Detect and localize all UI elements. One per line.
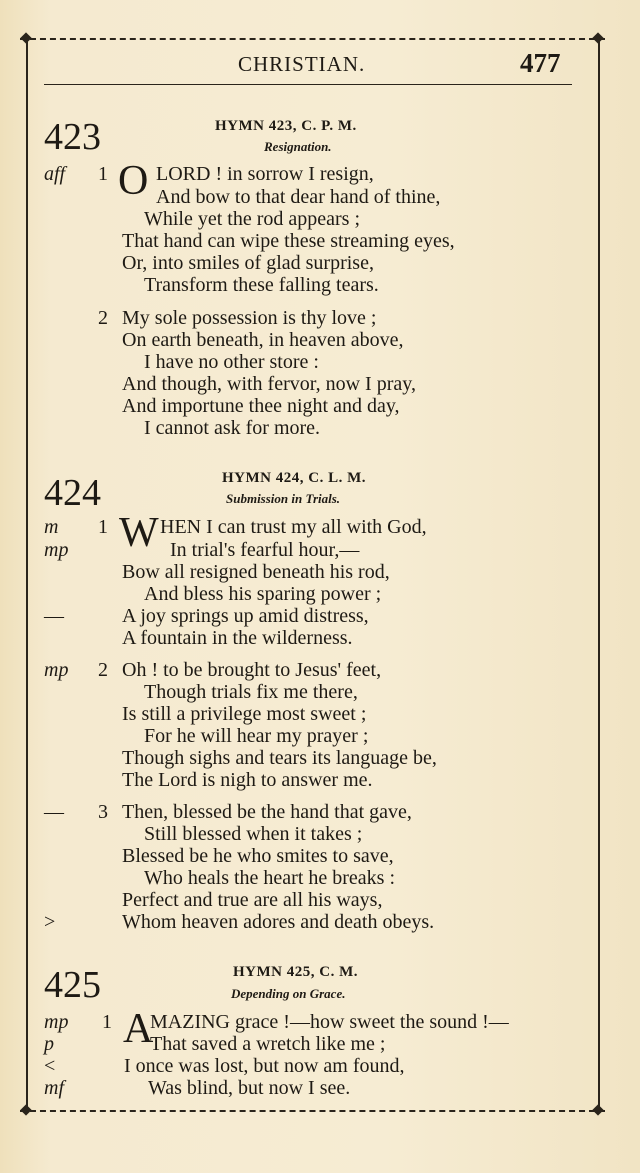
verse-number: 3 <box>98 801 108 823</box>
frame-bottom-border <box>20 1110 605 1112</box>
dynamic-marking: — <box>44 801 64 823</box>
hymn-line: I have no other store : <box>144 351 319 373</box>
corner-ornament-icon <box>592 32 603 43</box>
verse-number: 2 <box>98 659 108 681</box>
drop-cap: W <box>119 510 159 556</box>
hymn-line: Still blessed when it takes ; <box>144 823 363 845</box>
corner-ornament-icon <box>20 1104 31 1115</box>
hymn-line: My sole possession is thy love ; <box>122 307 377 329</box>
dynamic-marking: mp <box>44 539 69 561</box>
dynamic-marking: mp <box>44 1011 69 1033</box>
page-number: 477 <box>520 48 561 78</box>
dynamic-marking: m <box>44 516 59 538</box>
hymn-line: For he will hear my prayer ; <box>144 725 369 747</box>
dynamic-marking: p <box>44 1033 54 1055</box>
header-rule <box>44 84 572 85</box>
hymn-line: Who heals the heart he breaks : <box>144 867 396 889</box>
verse-number: 2 <box>98 307 108 329</box>
hymn-line: In trial's fearful hour,— <box>170 539 360 561</box>
dynamic-marking: > <box>44 911 56 933</box>
hymn-line: I once was lost, but now am found, <box>124 1055 405 1077</box>
frame-top-border <box>20 38 605 40</box>
frame-right-border <box>598 38 600 1110</box>
hymn-number: 424 <box>44 472 101 514</box>
hymn-line: That hand can wipe these streaming eyes, <box>122 230 455 252</box>
hymn-line: I cannot ask for more. <box>144 417 321 439</box>
hymn-line: A joy springs up amid distress, <box>122 605 369 627</box>
hymn-line: The Lord is nigh to answer me. <box>122 769 373 791</box>
hymn-subtitle: Depending on Grace. <box>231 986 346 1001</box>
drop-cap: A <box>123 1006 154 1052</box>
hymn-line: Though trials fix me there, <box>144 681 358 703</box>
frame-left-border <box>26 38 28 1110</box>
verse-number: 1 <box>98 516 108 538</box>
drop-cap: O <box>118 158 149 204</box>
hymn-title: HYMN 425, C. M. <box>233 964 358 980</box>
hymn-number: 423 <box>44 116 101 158</box>
hymn-line: Perfect and true are all his ways, <box>122 889 383 911</box>
verse-number: 1 <box>98 163 108 185</box>
hymn-number: 425 <box>44 964 101 1006</box>
dynamic-marking: mf <box>44 1077 64 1099</box>
hymn-line: Blessed be he who smites to save, <box>122 845 394 867</box>
hymn-line: Was blind, but now I see. <box>148 1077 351 1099</box>
hymn-line: And importune thee night and day, <box>122 395 400 417</box>
hymn-title: HYMN 423, C. P. M. <box>215 118 357 134</box>
hymn-line: Transform these falling tears. <box>144 274 379 296</box>
hymn-line: That saved a wretch like me ; <box>150 1033 386 1055</box>
hymn-line: And though, with fervor, now I pray, <box>122 373 416 395</box>
hymn-line: On earth beneath, in heaven above, <box>122 329 404 351</box>
hymn-subtitle: Submission in Trials. <box>226 491 341 506</box>
verse-number: 1 <box>102 1011 112 1033</box>
hymn-line: Then, blessed be the hand that gave, <box>122 801 412 823</box>
dynamic-marking: mp <box>44 659 69 681</box>
corner-ornament-icon <box>592 1104 603 1115</box>
hymn-line: Bow all resigned beneath his rod, <box>122 561 390 583</box>
hymn-line: LORD ! in sorrow I resign, <box>156 163 374 185</box>
dynamic-marking: aff <box>44 163 66 185</box>
dynamic-marking: < <box>44 1055 56 1077</box>
hymn-line: While yet the rod appears ; <box>144 208 361 230</box>
hymn-line: Though sighs and tears its language be, <box>122 747 437 769</box>
hymn-line: And bless his sparing power ; <box>144 583 382 605</box>
hymn-line: A fountain in the wilderness. <box>122 627 353 649</box>
hymn-line: MAZING grace !—how sweet the sound !— <box>150 1011 509 1033</box>
dynamic-marking: — <box>44 605 64 627</box>
hymn-subtitle: Resignation. <box>264 139 332 154</box>
hymn-line: Whom heaven adores and death obeys. <box>122 911 435 933</box>
hymn-line: Is still a privilege most sweet ; <box>122 703 367 725</box>
corner-ornament-icon <box>20 32 31 43</box>
hymn-line: Oh ! to be brought to Jesus' feet, <box>122 659 382 681</box>
hymn-title: HYMN 424, C. L. M. <box>222 470 366 486</box>
hymn-line: And bow to that dear hand of thine, <box>156 186 441 208</box>
hymn-line: HEN I can trust my all with God, <box>160 516 427 538</box>
hymn-line: Or, into smiles of glad surprise, <box>122 252 374 274</box>
running-head: CHRISTIAN. <box>238 52 366 76</box>
